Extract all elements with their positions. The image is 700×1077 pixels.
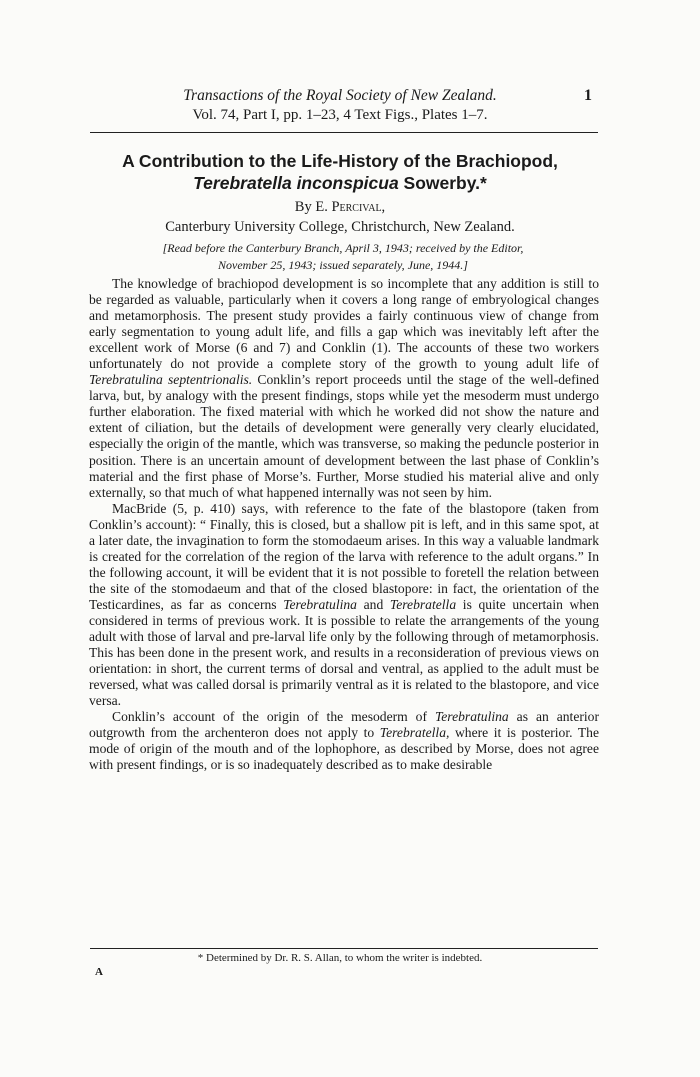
paragraph-1 [89, 276, 599, 501]
p2-text-a: MacBride (5, p. 410) says, with reference to the fate of the blastopore (taken from Conklin’s account): “ Finally, this is closed, but a shallow pit is left, and in this same spot, at a later date, the invagination to form the stomodaeum arises. In this way a valuable landmark is created for the correlation of the region of the larva with reference to the adult organs.” In the following account, it will be evident that it is not possible to foretell the relation between the site of the stomodaeum and that of the closed blastopore: in fact, the orientation of the Testicardines, as far as concerns [89, 500, 599, 612]
p3-text-b: as an anterior outgrowth from the archenteron does not apply to [89, 709, 599, 741]
p1-species: Terebratulina septentrionalis. [89, 372, 253, 388]
p3-text-a: Conklin’s account of the origin of the mesoderm of [112, 709, 435, 725]
page-number: 1 [584, 87, 592, 104]
author-name: E. Percival, [315, 199, 386, 215]
footnote: * Determined by Dr. R. S. Allan, to whom the writer is indebted. [197, 952, 483, 964]
p2-species-2: Terebratella [389, 596, 457, 612]
title-species: Terebratella inconspicua [193, 173, 399, 193]
p2-text-b: and [356, 596, 390, 612]
p2-text-c: is quite uncertain when considered in terms of previous work. It is possible to relate the arrangements of the young adult with those of larval and pre-larval life only by the following through of metamorphosis. This has been done in the present work, and results in a reconsideration of previous views on orientation: in short, the current terms of dorsal and ventral, as applied to the adult must be reversed, what was called dorsal is primarily ventral as it is related to the blastopore, and vice versa. [89, 596, 599, 709]
signature-mark: A [95, 966, 103, 978]
byline [80, 199, 600, 216]
read-note-line-1: [Read before the Canterbury Branch, April 3, 1943; received by the Editor, [162, 241, 524, 255]
header-rule [90, 132, 598, 133]
running-header-journal: Transactions of the Royal Society of New Zealand. [183, 87, 497, 104]
read-note [83, 240, 603, 274]
article-title [80, 150, 600, 194]
body-text [89, 276, 599, 773]
p1-text-a: The knowledge of brachiopod development is so incomplete that any addition is still to be regarded as valuable, particularly when it covers a long range of embryological changes and metamorphosis. The present study provides a fairly continuous view of change from early segmentation to young adult life, and fills a gap which was inevitably left after the excellent work of Morse (6 and 7) and Conklin (1). The accounts of these two workers unfortunately do not provide a complete story of the growth to young adult life of [89, 276, 599, 372]
p3-species-2: Terebratella, [379, 725, 450, 741]
byline-by: By [294, 199, 316, 215]
p3-species-1: Terebratulina [434, 709, 509, 725]
paragraph-3 [89, 709, 599, 773]
running-header-volume: Vol. 74, Part I, pp. 1–23, 4 Text Figs., Plates 1–7. [192, 107, 488, 123]
p3-text-c: where it is posterior. The mode of origin of the mouth and of the lophophore, as described by Morse, does not agree with present findings, or is so inadequately described as to make desirable [89, 725, 599, 773]
read-note-line-2: November 25, 1943; issued separately, June, 1944.] [218, 258, 468, 272]
affiliation: Canterbury University College, Christchurch, New Zealand. [165, 219, 515, 235]
paragraph-2 [89, 501, 599, 710]
p2-species-1: Terebratulina [283, 596, 357, 612]
footnote-rule [90, 948, 598, 949]
title-line-2 [80, 172, 600, 194]
title-authority: Sowerby.* [398, 173, 487, 193]
title-line-1: A Contribution to the Life-History of the Brachiopod, [122, 151, 558, 171]
p1-text-b: Conklin’s report proceeds until the stage of the well-defined larva, but, by analogy with the present findings, stops while yet the mesoderm must undergo further elaboration. The fixed material with which he worked did not show the nature and extent of ciliation, but the details of development were generally very clearly elucidated, especially the origin of the mantle, which was transverse, so making the peduncle posterior in position. There is an uncertain amount of development between the last phase of Conklin’s material and the first phase of Morse’s. Further, Morse studied his material alive and only externally, so that much of what happened internally was not seen by him. [89, 372, 599, 500]
